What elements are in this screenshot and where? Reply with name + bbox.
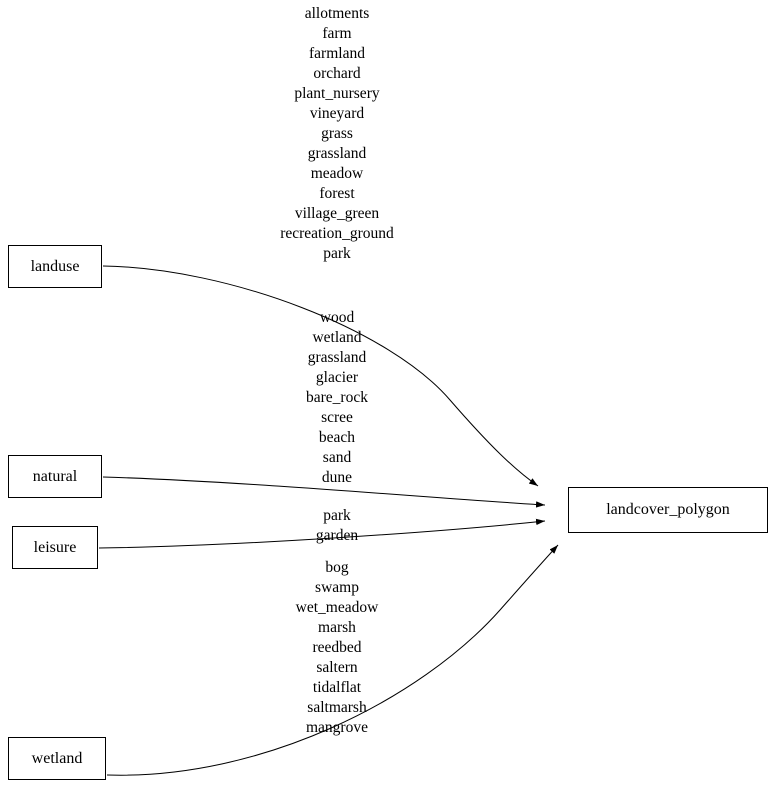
edge-label-group-natural xyxy=(248,308,426,488)
edge-label: farmland xyxy=(309,45,365,62)
edge-label: dune xyxy=(321,469,353,486)
edge-label: park xyxy=(323,245,351,262)
edge-label: plant_nursery xyxy=(294,85,380,102)
edge-label: village_green xyxy=(294,205,380,222)
node-natural[interactable] xyxy=(8,455,102,498)
edge-label: grass xyxy=(321,125,353,142)
edge-label: wetland xyxy=(312,329,362,346)
edge-label: grassland xyxy=(307,145,367,162)
edge-label: bog xyxy=(325,559,349,576)
node-leisure[interactable] xyxy=(12,526,98,569)
node-wetland[interactable] xyxy=(8,737,106,780)
edge-label: orchard xyxy=(313,65,361,82)
edge-label: marsh xyxy=(318,619,356,636)
node-leisure-label: leisure xyxy=(33,538,77,556)
node-landuse[interactable] xyxy=(8,245,102,288)
edge-label: saltern xyxy=(316,659,358,676)
edge-label-group-wetland xyxy=(248,558,426,738)
node-natural-label: natural xyxy=(32,467,78,485)
node-landcover-polygon[interactable] xyxy=(568,487,768,533)
node-wetland-label: wetland xyxy=(31,749,83,767)
edge-label: beach xyxy=(318,429,356,446)
edge-label: wet_meadow xyxy=(295,599,379,616)
edge-label: allotments xyxy=(304,5,370,22)
edge-label: recreation_ground xyxy=(280,225,394,242)
edge-label: vineyard xyxy=(309,105,365,122)
edge-label: wood xyxy=(319,309,355,326)
edge-label: reedbed xyxy=(312,639,362,656)
edge-label: bare_rock xyxy=(306,389,368,406)
edge-label: garden xyxy=(315,527,359,544)
node-landcover-polygon-label: landcover_polygon xyxy=(606,501,730,518)
edge-label: meadow xyxy=(310,165,364,182)
edge-label: mangrove xyxy=(306,719,368,736)
node-landuse-label: landuse xyxy=(30,257,80,275)
edge-label: park xyxy=(323,507,351,524)
edge-label: glacier xyxy=(315,369,359,386)
edge-label: saltmarsh xyxy=(307,699,367,716)
edge-label: sand xyxy=(322,449,352,466)
edge-label-group-landuse xyxy=(248,4,426,264)
edge-label: scree xyxy=(321,409,353,426)
edge-label: grassland xyxy=(307,349,367,366)
edge-label-group-leisure xyxy=(248,506,426,546)
edge-label: forest xyxy=(319,185,355,202)
edge-label: farm xyxy=(322,25,352,42)
edge-label: tidalflat xyxy=(312,679,362,696)
edge-label: swamp xyxy=(315,579,359,596)
